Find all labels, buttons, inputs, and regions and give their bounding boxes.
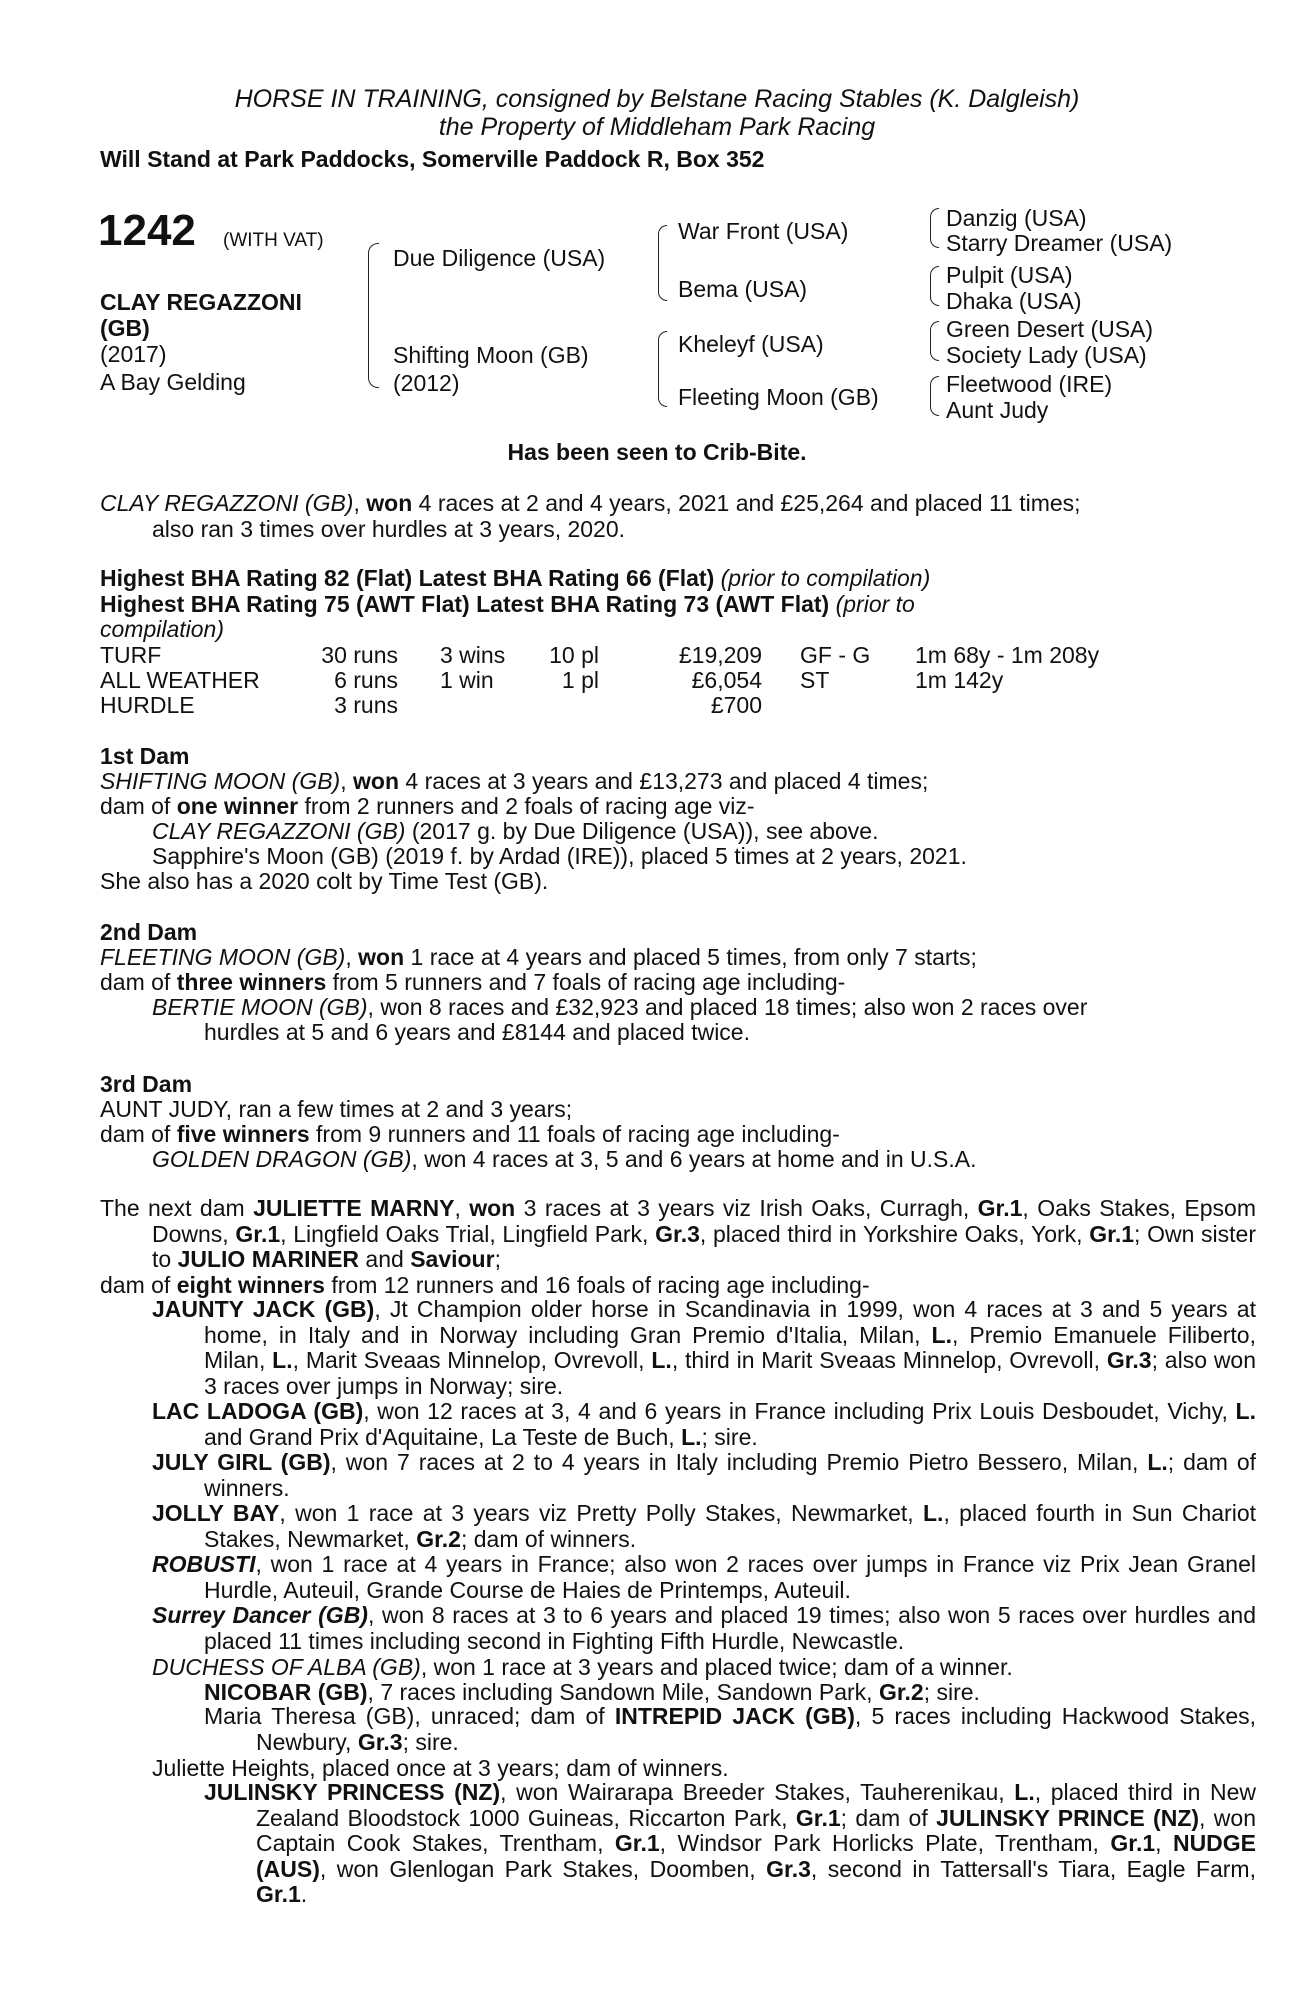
offspring-name: JAUNTY JACK (GB) — [152, 1296, 375, 1322]
rating-flat-note: (prior to compilation) — [720, 565, 931, 591]
pedigree-brace-ss — [930, 208, 939, 248]
dam2-text: 1 race at 4 years and placed 5 times, from only 7 starts; — [410, 944, 977, 970]
owner-line: the Property of Middleham Park Racing — [438, 113, 876, 141]
dam2-line4: hurdles at 5 and 6 years and £8144 and placed twice. — [204, 1019, 750, 1045]
grade: L. — [651, 1347, 672, 1373]
record-surface: TURF — [100, 642, 162, 668]
offspring-name: JULINSKY PRINCESS (NZ) — [204, 1779, 501, 1805]
grand-offspring-nicobar — [204, 1679, 980, 1705]
dam2-l2c: from 5 runners and 7 foals of racing age including- — [332, 969, 846, 995]
offspring-lac-ladoga — [152, 1399, 1256, 1450]
text: ; sire. — [923, 1679, 980, 1705]
text: , third in Marit Sveaas Minnelop, Ovrevoll, — [671, 1347, 1101, 1373]
record-placed: 10 pl — [549, 642, 599, 668]
grade: L. — [931, 1321, 952, 1348]
dam2-offspring1: BERTIE MOON (GB) — [152, 994, 368, 1020]
offspring-name: Surrey Dancer (GB) — [152, 1602, 368, 1628]
text: 3 races at 3 years viz Irish Oaks, Curragh, — [523, 1195, 970, 1221]
summary-line2: also ran 3 times over hurdles at 3 years, 2020. — [152, 516, 626, 542]
pedigree-sss: Danzig (USA) — [946, 205, 1087, 231]
dam2-heading: 2nd Dam — [100, 919, 198, 945]
dam1-l2c: from 2 runners and 2 foals of racing age viz- — [304, 793, 755, 819]
rating-flat — [100, 565, 930, 591]
text: , won 1 race at 3 years viz Pretty Polly Stakes, Newmarket, — [279, 1500, 914, 1526]
dam3-line2 — [100, 1121, 840, 1147]
dam1-line3 — [152, 818, 879, 844]
text: , placed third in Yorkshire Oaks, York, — [699, 1220, 1083, 1247]
rating-awt-note2: compilation) — [100, 616, 224, 642]
text: , won 1 race at 3 years and placed twice; dam of a winner. — [420, 1654, 1013, 1680]
grade: Gr.3 — [655, 1220, 700, 1247]
offspring-name: NICOBAR (GB) — [204, 1679, 368, 1705]
pedigree-brace-sire — [658, 225, 667, 301]
record-going: GF - G — [800, 642, 871, 668]
grade: Gr.1 — [614, 1830, 660, 1856]
next-dam-winners-line — [100, 1272, 870, 1298]
text: ; also won 3 races over jumps in Norway; sire. — [204, 1347, 1257, 1399]
rating-flat-bold: Highest BHA Rating 82 (Flat) Latest BHA Rating 66 (Flat) — [100, 565, 715, 591]
grade: L. — [1014, 1779, 1035, 1805]
dam1-line5: She also has a 2020 colt by Time Test (GB). — [100, 868, 549, 894]
text: ; Own sister to — [152, 1220, 1256, 1272]
lot-number: 1242 — [98, 206, 196, 255]
record-surface: ALL WEATHER — [100, 667, 260, 693]
pedigree-sire-dam: Bema (USA) — [678, 276, 808, 302]
grade: L. — [1147, 1449, 1168, 1475]
dam1-line1: SHIFTING MOON (GB), won 4 races at 3 years and £13,273 and placed 4 times; — [100, 768, 929, 794]
text: and — [365, 1246, 404, 1272]
grade: Gr.3 — [766, 1855, 811, 1882]
dam2-offspring1-detail: , won 8 races and £32,923 and placed 18 times; also won 2 races over — [367, 994, 1088, 1020]
grade: L. — [1235, 1398, 1256, 1424]
grand-offspring-julinsky-princess — [204, 1780, 1256, 1908]
text: from 12 runners and 16 foals of racing age including- — [331, 1272, 870, 1298]
horse-country: (GB) — [100, 315, 150, 341]
grade: Gr.2 — [416, 1525, 461, 1552]
record-runs: 6 runs — [334, 667, 398, 693]
grade: Gr.3 — [357, 1728, 403, 1755]
offspring-name: JULY GIRL (GB) — [152, 1449, 331, 1475]
pedigree-sdd: Dhaka (USA) — [946, 288, 1082, 314]
text: , won Wairarapa Breeder Stakes, Tauherenikau, — [500, 1779, 1005, 1805]
next-dam-label: The next dam — [100, 1195, 245, 1221]
offspring-surrey-dancer — [152, 1603, 1256, 1654]
pedigree-ssd: Starry Dreamer (USA) — [946, 230, 1173, 256]
pedigree-brace-ds — [930, 321, 939, 361]
vat-note: (WITH VAT) — [223, 230, 324, 251]
dam3-offspring1: GOLDEN DRAGON (GB) — [152, 1146, 412, 1172]
next-dam-paragraph — [100, 1196, 1256, 1273]
pedigree-dsd: Society Lady (USA) — [946, 342, 1147, 368]
summary-rest: 4 races at 2 and 4 years, 2021 and £25,264 and placed 11 times; — [418, 490, 1081, 516]
dam3-winners: five winners — [176, 1121, 310, 1147]
grade: Gr.3 — [1106, 1347, 1152, 1373]
rating-awt-note: (prior to — [835, 591, 915, 617]
offspring-juliette-heights: Juliette Heights, placed once at 3 years; dam of winners. — [152, 1755, 729, 1781]
pedigree-brace-dd — [930, 376, 939, 416]
dam3-line1: AUNT JUDY, ran a few times at 2 and 3 years; — [100, 1096, 573, 1122]
pedigree-brace-main — [368, 243, 379, 388]
next-dam-won: won — [469, 1195, 516, 1221]
grade: Gr.1 — [1110, 1830, 1156, 1856]
dam3-l2c: from 9 runners and 11 foals of racing age including- — [316, 1121, 840, 1147]
text: ; sire. — [701, 1423, 758, 1450]
dam1-heading: 1st Dam — [100, 743, 190, 769]
text: , 7 races including Sandown Mile, Sandown Park, — [367, 1679, 873, 1705]
text: , second in Tattersall's Tiara, Eagle Farm, — [810, 1855, 1256, 1882]
record-placed: 1 pl — [561, 667, 599, 693]
text: ; sire. — [402, 1728, 459, 1755]
text: , Lingfield Oaks Trial, Lingfield Park, — [280, 1220, 649, 1247]
record-prize: £6,054 — [691, 667, 762, 693]
pedigree-ddd: Aunt Judy — [946, 397, 1049, 423]
pedigree-sds: Pulpit (USA) — [946, 262, 1073, 288]
dam3-offspring1-detail: , won 4 races at 3, 5 and 6 years at home and in U.S.A. — [411, 1146, 977, 1172]
offspring-name: DUCHESS OF ALBA (GB) — [152, 1654, 421, 1680]
rating-awt-bold: Highest BHA Rating 75 (AWT Flat) Latest BHA Rating 73 (AWT Flat) — [100, 591, 830, 617]
race-summary: CLAY REGAZZONI (GB), won 4 races at 2 and 4 years, 2021 and £25,264 and placed 11 times; — [100, 490, 1081, 516]
consignor-line: HORSE IN TRAINING, consigned by Belstane Racing Stables (K. Dalgleish) — [234, 85, 1080, 113]
offspring-name: NUDGE (AUS) — [256, 1830, 1257, 1882]
text: ; dam of winners. — [460, 1525, 637, 1552]
crib-bite-note: Has been seen to Crib-Bite. — [507, 439, 807, 465]
pedigree-dam-year: (2012) — [393, 370, 460, 396]
text: , Marit Sveaas Minnelop, Ovrevoll, — [292, 1347, 645, 1373]
text: , Jt Champion older horse in Scandinavia in 1999, won 4 races at 3 and 5 years at home, in Italy and in Norway including Gran Premio d'Italia, Milan, — [204, 1296, 1256, 1348]
dam1-line4: Sapphire's Moon (GB) (2019 f. by Ardad (IRE)), placed 5 times at 2 years, 2021. — [152, 843, 967, 869]
offspring-duchess-of-alba — [152, 1654, 1013, 1680]
dam1-offspring1: CLAY REGAZZONI (GB) — [152, 818, 406, 844]
text: , placed fourth in Sun Chariot Stakes, Newmarket, — [204, 1500, 1257, 1552]
sibling-name: Saviour — [410, 1246, 495, 1272]
offspring-robusti — [152, 1552, 1256, 1603]
dam1-line2 — [100, 793, 755, 819]
record-distance: 1m 68y - 1m 208y — [915, 642, 1100, 668]
pedigree-dss: Green Desert (USA) — [946, 316, 1154, 342]
dam1-won: won — [353, 768, 399, 794]
dam1-winners: one winner — [176, 793, 299, 819]
record-runs: 30 runs — [321, 642, 398, 668]
record-distance: 1m 142y — [915, 667, 1004, 693]
horse-description: A Bay Gelding — [100, 369, 246, 395]
text: ; dam of — [840, 1804, 928, 1831]
dam2-line1: FLEETING MOON (GB), won 1 race at 4 years and placed 5 times, from only 7 starts; — [100, 944, 977, 970]
grade: L. — [272, 1347, 293, 1373]
text: dam of — [100, 1272, 171, 1298]
dam3-l2a: dam of — [100, 1121, 171, 1147]
pedigree-brace-dam — [658, 331, 667, 407]
next-dam-winners: eight winners — [176, 1272, 325, 1298]
text: , won 1 race at 4 years in France; also won 2 races over jumps in France viz Prix Jean Granel Hurdle, Auteuil, Grande Course de Haies de Printemps, Auteuil. — [204, 1551, 1256, 1603]
offspring-jaunty-jack — [152, 1297, 1256, 1399]
text: , won 12 races at 3, 4 and 6 years in France including Prix Louis Desboudet, Vichy, — [363, 1398, 1228, 1424]
dam1-text: 4 races at 3 years and £13,273 and placed 4 times; — [405, 768, 929, 794]
dam3-heading: 3rd Dam — [100, 1071, 193, 1097]
grade: Gr.2 — [878, 1679, 924, 1705]
text: ; — [494, 1246, 501, 1272]
comma: , — [454, 1195, 461, 1221]
offspring-name: JOLLY BAY — [152, 1500, 280, 1526]
text: , placed third in New Zealand Bloodstock 1000 Guineas, Riccarton Park, — [256, 1779, 1257, 1831]
text: . — [300, 1881, 308, 1907]
summary-won: won — [366, 490, 413, 516]
next-dam-intro — [100, 1195, 1256, 1273]
text: ; dam of winners. — [204, 1449, 1256, 1501]
horse-name: CLAY REGAZZONI — [100, 289, 302, 315]
text: , — [1155, 1830, 1162, 1856]
grade: Gr.1 — [977, 1195, 1023, 1221]
sibling-name: JULIO MARINER — [177, 1246, 360, 1272]
text: , won Glenlogan Park Stakes, Doomben, — [319, 1855, 756, 1882]
grand-offspring-maria-theresa — [204, 1704, 1256, 1755]
pedigree-brace-sd — [930, 266, 939, 306]
dam2-line3 — [152, 994, 1087, 1020]
pedigree-sire-sire: War Front (USA) — [678, 218, 849, 244]
horse-year: (2017) — [100, 341, 167, 367]
summary-name: CLAY REGAZZONI (GB) — [100, 490, 354, 516]
pedigree-sire: Due Diligence (USA) — [393, 245, 606, 271]
pedigree-dam: Shifting Moon (GB) — [393, 342, 589, 368]
offspring-name: ROBUSTI — [152, 1551, 256, 1577]
rating-awt — [100, 591, 915, 617]
dam2-line2 — [100, 969, 845, 995]
record-wins: 1 win — [440, 667, 494, 693]
record-surface: HURDLE — [100, 692, 195, 718]
dam2-name: FLEETING MOON (GB) — [100, 944, 346, 970]
pedigree-dds: Fleetwood (IRE) — [946, 371, 1113, 397]
offspring-july-girl — [152, 1450, 1256, 1501]
next-dam-name: JULIETTE MARNY — [253, 1195, 455, 1221]
offspring-name: LAC LADOGA (GB) — [152, 1398, 364, 1424]
text: , 5 races including Hackwood Stakes, Newbury, — [256, 1703, 1257, 1755]
pedigree-dam-dam: Fleeting Moon (GB) — [678, 384, 879, 410]
text: , Windsor Park Horlicks Plate, Trentham, — [659, 1830, 1099, 1856]
record-wins: 3 wins — [440, 642, 506, 668]
record-runs: 3 runs — [334, 692, 398, 718]
grade: Gr.1 — [235, 1220, 281, 1247]
dam2-l2a: dam of — [100, 969, 171, 995]
text: , Premio Emanuele Filiberto, Milan, — [204, 1321, 1256, 1373]
record-prize: £19,209 — [678, 642, 762, 668]
record-going: ST — [800, 667, 830, 693]
dam2-winners: three winners — [176, 969, 327, 995]
location-line: Will Stand at Park Paddocks, Somerville Paddock R, Box 352 — [100, 146, 765, 172]
grade: L. — [681, 1423, 702, 1450]
dam3-line3 — [152, 1146, 977, 1172]
text: and Grand Prix d'Aquitaine, La Teste de Buch, — [204, 1423, 675, 1450]
text: , won 8 races at 3 to 6 years and placed 19 times; also won 5 races over hurdles and placed 11 times including second in Fighting Fifth Hurdle, Newcastle. — [204, 1602, 1256, 1654]
text: , won 7 races at 2 to 4 years in Italy including Premio Pietro Bessero, Milan, — [330, 1449, 1139, 1475]
text: Maria Theresa (GB), unraced; dam of — [204, 1703, 605, 1729]
dam2-won: won — [358, 944, 405, 970]
dam1-name: SHIFTING MOON (GB) — [100, 768, 341, 794]
text: , Oaks Stakes, Epsom Downs, — [152, 1195, 1256, 1247]
grade: L. — [923, 1500, 944, 1526]
grade: Gr.1 — [1089, 1220, 1135, 1247]
offspring-name: JULINSKY PRINCE (NZ) — [936, 1804, 1200, 1831]
offspring-name: INTREPID JACK (GB) — [614, 1703, 855, 1729]
dam1-offspring1-detail: (2017 g. by Due Diligence (USA)), see above. — [411, 818, 879, 844]
text: , won Captain Cook Stakes, Trentham, — [256, 1804, 1256, 1856]
grade: Gr.1 — [795, 1804, 841, 1831]
dam1-l2a: dam of — [100, 793, 171, 819]
offspring-jolly-bay — [152, 1501, 1256, 1552]
pedigree-dam-sire: Kheleyf (USA) — [678, 331, 824, 357]
grade: Gr.1 — [256, 1881, 301, 1907]
record-prize: £700 — [710, 692, 762, 718]
